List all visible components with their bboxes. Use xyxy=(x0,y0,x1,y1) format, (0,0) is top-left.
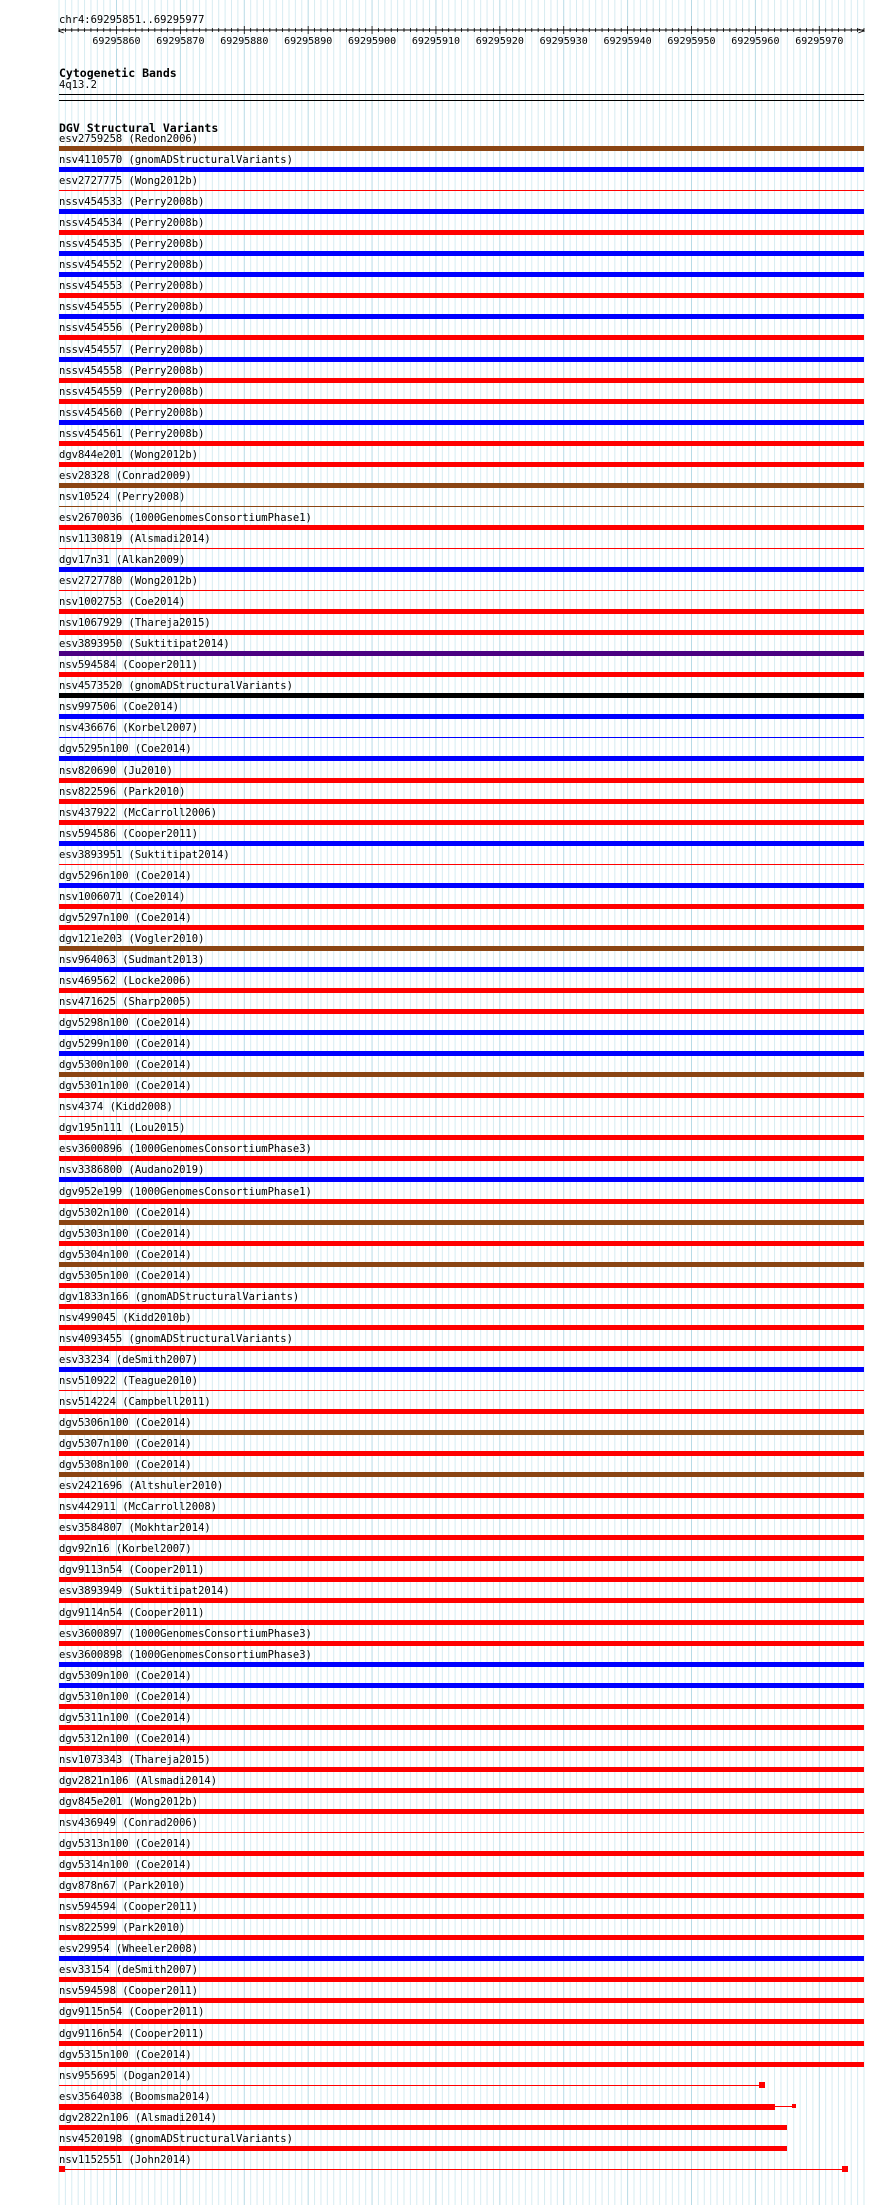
track-label[interactable]: nssv454533 (Perry2008b) xyxy=(59,196,205,209)
track-label[interactable]: dgv9113n54 (Cooper2011) xyxy=(59,1564,205,1577)
dgv-track-title: DGV Structural Variants xyxy=(59,121,219,135)
variant-bar[interactable] xyxy=(59,1493,864,1498)
track-label[interactable]: nsv1067929 (Thareja2015) xyxy=(59,617,211,630)
ruler-left-arrow: < xyxy=(58,26,65,37)
track-label[interactable]: dgv5299n100 (Coe2014) xyxy=(59,1038,192,1051)
track-label[interactable]: dgv844e201 (Wong2012b) xyxy=(59,448,199,461)
track-label[interactable]: nsv822599 (Park2010) xyxy=(59,1922,186,1935)
track-label[interactable]: nsv594594 (Cooper2011) xyxy=(59,1901,199,1914)
track-label[interactable]: nssv454559 (Perry2008b) xyxy=(59,385,205,398)
variant-bar-thin[interactable] xyxy=(59,1832,864,1833)
variant-bar[interactable] xyxy=(59,1872,864,1877)
variant-bar[interactable] xyxy=(59,2062,864,2067)
track-label[interactable]: nsv510922 (Teague2010) xyxy=(59,1374,199,1387)
variant-bar[interactable] xyxy=(59,1641,864,1646)
track-label[interactable]: esv3584807 (Mokhtar2014) xyxy=(59,1522,211,1535)
track-label[interactable]: esv2759258 (Redon2006) xyxy=(59,133,199,145)
variant-end-marker[interactable] xyxy=(842,2166,848,2172)
track-label[interactable]: esv3893950 (Suktitipat2014) xyxy=(59,638,230,651)
track-label[interactable]: esv3893951 (Suktitipat2014) xyxy=(59,848,230,861)
ruler-tick-label: 69295870 xyxy=(156,36,205,47)
track-label[interactable]: dgv9114n54 (Cooper2011) xyxy=(59,1606,205,1619)
variant-bar-thin[interactable] xyxy=(59,190,864,191)
variant-bar[interactable] xyxy=(59,841,864,846)
variant-bar[interactable] xyxy=(59,1156,864,1161)
ruler-tick-label: 69295890 xyxy=(284,36,333,47)
variant-bar[interactable] xyxy=(59,1914,864,1919)
track-label[interactable]: nsv514224 (Campbell2011) xyxy=(59,1396,211,1408)
variant-bar[interactable] xyxy=(59,230,864,235)
track-label[interactable]: nsv822596 (Park2010) xyxy=(59,785,186,798)
track-label[interactable]: esv3600897 (1000GenomesConsortiumPhase3) xyxy=(59,1627,312,1640)
track-label[interactable]: dgv1833n166 (gnomADStructuralVariants) xyxy=(59,1290,300,1303)
ruler-tick-label: 69295880 xyxy=(220,36,269,47)
ruler-tick-label: 69295930 xyxy=(539,36,588,47)
track-label[interactable]: dgv17n31 (Alkan2009) xyxy=(59,554,186,566)
track-label[interactable]: esv33154 (deSmith2007) xyxy=(59,1964,199,1977)
track-label[interactable]: dgv5309n100 (Coe2014) xyxy=(59,1669,192,1682)
track-label[interactable]: nssv454552 (Perry2008b) xyxy=(59,259,205,272)
track-label[interactable]: esv2727780 (Wong2012b) xyxy=(59,575,199,588)
variant-bar[interactable] xyxy=(59,1704,864,1709)
variant-bar[interactable] xyxy=(59,2019,864,2024)
track-label[interactable]: esv33234 (deSmith2007) xyxy=(59,1353,199,1366)
track-label[interactable]: nsv4110570 (gnomADStructuralVariants) xyxy=(59,154,293,167)
track-label[interactable]: esv3564038 (Boomsma2014) xyxy=(59,2090,211,2103)
track-label[interactable]: dgv2821n106 (Alsmadi2014) xyxy=(59,1774,218,1787)
track-label[interactable]: esv28328 (Conrad2009) xyxy=(59,469,192,482)
track-label[interactable]: dgv5301n100 (Coe2014) xyxy=(59,1080,192,1093)
track-label[interactable]: dgv5306n100 (Coe2014) xyxy=(59,1417,192,1430)
variant-bar-thin[interactable] xyxy=(59,737,864,738)
variant-bar[interactable] xyxy=(59,272,864,277)
track-label[interactable]: nsv10524 (Perry2008) xyxy=(59,490,186,503)
track-label[interactable]: nsv1006071 (Coe2014) xyxy=(59,890,186,903)
track-label[interactable]: dgv5296n100 (Coe2014) xyxy=(59,869,192,882)
track-label[interactable]: nssv454534 (Perry2008b) xyxy=(59,217,205,230)
track-label[interactable]: nsv1130819 (Alsmadi2014) xyxy=(59,532,211,545)
variant-bar[interactable] xyxy=(59,1199,864,1204)
variant-bar[interactable] xyxy=(59,672,864,677)
variant-bar[interactable] xyxy=(59,1746,864,1751)
ruler-tick-label: 69295950 xyxy=(667,36,716,47)
variant-bar[interactable] xyxy=(59,1535,864,1540)
variant-bar[interactable] xyxy=(59,2041,864,2046)
variant-bar[interactable] xyxy=(59,630,864,635)
track-label[interactable]: esv2727775 (Wong2012b) xyxy=(59,175,199,188)
variant-bar[interactable] xyxy=(59,1030,864,1035)
track-label[interactable]: dgv195n111 (Lou2015) xyxy=(59,1122,186,1135)
variant-bar[interactable] xyxy=(59,1472,864,1477)
track-label[interactable]: nsv594586 (Cooper2011) xyxy=(59,827,199,840)
track-label[interactable]: dgv952e199 (1000GenomesConsortiumPhase1) xyxy=(59,1185,312,1198)
variant-bar[interactable] xyxy=(59,1956,864,1961)
track-label[interactable]: nsv469562 (Locke2006) xyxy=(59,975,192,987)
track-label[interactable]: dgv9116n54 (Cooper2011) xyxy=(59,2027,205,2040)
ruler-tick-label: 69295860 xyxy=(92,36,141,47)
track-label[interactable]: dgv845e201 (Wong2012b) xyxy=(59,1795,199,1808)
variant-bar[interactable] xyxy=(59,799,864,804)
variant-bar[interactable] xyxy=(59,756,864,761)
track-label[interactable]: nsv3386800 (Audano2019) xyxy=(59,1164,205,1177)
track-label[interactable]: dgv5311n100 (Coe2014) xyxy=(59,1711,192,1724)
variant-bar-thin[interactable] xyxy=(59,590,864,591)
variant-bar[interactable] xyxy=(59,1935,864,1940)
variant-bar[interactable] xyxy=(59,357,864,362)
track-label[interactable]: nssv454556 (Perry2008b) xyxy=(59,322,205,335)
track-label[interactable]: nsv4520198 (gnomADStructuralVariants) xyxy=(59,2132,293,2145)
track-label[interactable]: nssv454561 (Perry2008b) xyxy=(59,427,205,440)
track-label[interactable]: nsv437922 (McCarroll2006) xyxy=(59,806,218,819)
variant-bar[interactable] xyxy=(59,946,864,951)
variant-bar[interactable] xyxy=(59,1998,864,2003)
track-label[interactable]: nsv594598 (Cooper2011) xyxy=(59,1985,199,1998)
track-label[interactable]: dgv5298n100 (Coe2014) xyxy=(59,1017,192,1030)
variant-bar[interactable] xyxy=(59,820,864,825)
track-label[interactable]: nsv4093455 (gnomADStructuralVariants) xyxy=(59,1332,293,1345)
variant-bar[interactable] xyxy=(59,462,864,467)
variant-bar[interactable] xyxy=(59,1577,864,1582)
track-label[interactable]: nssv454535 (Perry2008b) xyxy=(59,238,205,251)
variant-bar[interactable] xyxy=(59,1683,864,1688)
track-label[interactable]: dgv92n16 (Korbel2007) xyxy=(59,1543,192,1556)
variant-bar[interactable] xyxy=(59,483,864,488)
track-label[interactable]: dgv5295n100 (Coe2014) xyxy=(59,743,192,756)
track-label[interactable]: dgv5307n100 (Coe2014) xyxy=(59,1438,192,1451)
track-label[interactable]: nsv594584 (Cooper2011) xyxy=(59,659,199,672)
variant-bar[interactable] xyxy=(59,904,864,909)
variant-bar[interactable] xyxy=(59,925,864,930)
variant-bar[interactable] xyxy=(59,1241,864,1246)
variant-bar[interactable] xyxy=(59,1767,864,1772)
variant-bar[interactable] xyxy=(59,2104,775,2110)
track-label[interactable]: dgv878n67 (Park2010) xyxy=(59,1880,186,1893)
variant-bar[interactable] xyxy=(59,293,864,298)
track-label[interactable]: dgv5315n100 (Coe2014) xyxy=(59,2048,192,2061)
track-label[interactable]: nsv471625 (Sharp2005) xyxy=(59,996,192,1009)
track-label[interactable]: nssv454558 (Perry2008b) xyxy=(59,364,205,377)
track-label[interactable]: dgv5313n100 (Coe2014) xyxy=(59,1838,192,1851)
variant-end-marker[interactable] xyxy=(792,2104,796,2108)
track-label[interactable]: dgv2822n106 (Alsmadi2014) xyxy=(59,2111,218,2124)
track-label[interactable]: nsv1002753 (Coe2014) xyxy=(59,596,186,609)
variant-bar[interactable] xyxy=(59,314,864,319)
track-label[interactable]: nssv454560 (Perry2008b) xyxy=(59,406,205,419)
track-label[interactable]: nsv442911 (McCarroll2008) xyxy=(59,1501,218,1514)
variant-bar[interactable] xyxy=(59,1051,864,1056)
ruler-right-arrow: > xyxy=(858,26,865,37)
track-label[interactable]: esv2670036 (1000GenomesConsortiumPhase1) xyxy=(59,511,312,524)
ruler-tick-label: 69295940 xyxy=(603,36,652,47)
variant-bar[interactable] xyxy=(59,1788,864,1793)
track-label[interactable]: nsv436949 (Conrad2006) xyxy=(59,1817,199,1829)
track-label[interactable]: esv3893949 (Suktitipat2014) xyxy=(59,1585,230,1598)
track-label[interactable]: dgv5303n100 (Coe2014) xyxy=(59,1227,192,1240)
ruler-tick-label: 69295900 xyxy=(347,36,397,47)
variant-bar[interactable] xyxy=(59,335,864,340)
variant-bar[interactable] xyxy=(59,1177,864,1182)
variant-bar[interactable] xyxy=(59,399,864,404)
variant-bar[interactable] xyxy=(59,1451,864,1456)
variant-bar[interactable] xyxy=(59,1851,864,1856)
variant-bar[interactable] xyxy=(59,1893,864,1898)
variant-bar[interactable] xyxy=(59,1220,864,1225)
track-label[interactable]: nsv997506 (Coe2014) xyxy=(59,701,180,714)
variant-bar[interactable] xyxy=(59,1662,864,1667)
variant-bar[interactable] xyxy=(59,1409,864,1414)
variant-bar[interactable] xyxy=(59,146,864,151)
track-label[interactable]: esv29954 (Wheeler2008) xyxy=(59,1943,199,1956)
variant-bar-thin[interactable] xyxy=(59,548,864,549)
variant-bar[interactable] xyxy=(59,609,864,614)
variant-bar[interactable] xyxy=(59,1620,864,1625)
track-label[interactable]: dgv5308n100 (Coe2014) xyxy=(59,1459,192,1472)
track-label[interactable]: nsv4374 (Kidd2008) xyxy=(59,1101,173,1114)
track-label[interactable]: nssv454555 (Perry2008b) xyxy=(59,301,205,314)
variant-bar[interactable] xyxy=(59,1325,864,1330)
variant-bar[interactable] xyxy=(59,167,864,172)
variant-bar[interactable] xyxy=(59,1072,864,1077)
variant-bar[interactable] xyxy=(59,251,864,256)
track-label[interactable]: nsv4573520 (gnomADStructuralVariants) xyxy=(59,680,293,693)
track-label[interactable]: nssv454557 (Perry2008b) xyxy=(59,343,205,356)
variant-bar[interactable] xyxy=(59,1009,864,1014)
variant-bar-thin[interactable] xyxy=(59,2085,762,2086)
track-label[interactable]: esv3600898 (1000GenomesConsortiumPhase3) xyxy=(59,1648,312,1661)
variant-bar[interactable] xyxy=(59,693,864,698)
variant-bar[interactable] xyxy=(59,883,864,888)
track-label[interactable]: nsv436676 (Korbel2007) xyxy=(59,722,199,735)
variant-bar-thin[interactable] xyxy=(59,1116,864,1117)
variant-bar[interactable] xyxy=(59,1556,864,1561)
variant-bar[interactable] xyxy=(59,1809,864,1814)
track-label[interactable]: dgv5302n100 (Coe2014) xyxy=(59,1206,192,1219)
track-label[interactable]: dgv5312n100 (Coe2014) xyxy=(59,1732,192,1745)
ruler-tick-label: 69295970 xyxy=(795,36,844,47)
variant-bar[interactable] xyxy=(59,1093,864,1098)
track-label[interactable]: nsv964063 (Sudmant2013) xyxy=(59,953,205,966)
cytoband-value: 4q13.2 xyxy=(59,79,97,91)
track-label[interactable]: dgv9115n54 (Cooper2011) xyxy=(59,2006,205,2019)
track-label[interactable]: dgv5304n100 (Coe2014) xyxy=(59,1248,192,1261)
variant-bar[interactable] xyxy=(59,1346,864,1351)
track-label[interactable]: dgv121e203 (Vogler2010) xyxy=(59,932,205,945)
variant-bar[interactable] xyxy=(59,378,864,383)
track-label[interactable]: nsv499045 (Kidd2010b) xyxy=(59,1311,192,1324)
variant-bar[interactable] xyxy=(59,714,864,719)
track-label[interactable]: dgv5297n100 (Coe2014) xyxy=(59,911,192,924)
track-label[interactable]: nsv1073343 (Thareja2015) xyxy=(59,1753,211,1766)
variant-bar[interactable] xyxy=(59,651,864,656)
variant-bar[interactable] xyxy=(59,441,864,446)
track-label[interactable]: dgv5305n100 (Coe2014) xyxy=(59,1269,192,1282)
track-label[interactable]: esv3600896 (1000GenomesConsortiumPhase3) xyxy=(59,1143,312,1156)
variant-bar[interactable] xyxy=(59,209,864,214)
ruler-tick-label: 69295920 xyxy=(475,36,524,47)
variant-bar[interactable] xyxy=(59,525,864,530)
variant-bar[interactable] xyxy=(59,1262,864,1267)
variant-bar[interactable] xyxy=(59,778,864,783)
ruler-tick-label: 69295910 xyxy=(411,36,461,47)
variant-end-marker[interactable] xyxy=(759,2082,765,2088)
variant-bar[interactable] xyxy=(59,1283,864,1288)
track-label[interactable]: dgv5310n100 (Coe2014) xyxy=(59,1690,192,1703)
variant-bar[interactable] xyxy=(59,2125,787,2130)
track-label[interactable]: dgv5314n100 (Coe2014) xyxy=(59,1859,192,1872)
variant-bar-thin[interactable] xyxy=(59,2169,845,2170)
variant-bar[interactable] xyxy=(59,1367,864,1372)
track-label[interactable]: nssv454553 (Perry2008b) xyxy=(59,280,205,293)
variant-bar[interactable] xyxy=(59,2146,787,2151)
track-label[interactable]: nsv1152551 (John2014) xyxy=(59,2153,192,2166)
variant-bar[interactable] xyxy=(59,1598,864,1603)
variant-bar[interactable] xyxy=(59,420,864,425)
variant-bar[interactable] xyxy=(59,988,864,993)
variant-bar[interactable] xyxy=(59,1430,864,1435)
ruler-tick-label: 69295960 xyxy=(731,36,780,47)
variant-bar-thin[interactable] xyxy=(59,506,864,507)
variant-bar[interactable] xyxy=(59,1725,864,1730)
variant-bar[interactable] xyxy=(59,1135,864,1140)
variant-bar[interactable] xyxy=(59,1514,864,1519)
track-label[interactable]: dgv5300n100 (Coe2014) xyxy=(59,1059,192,1072)
variant-start-marker[interactable] xyxy=(59,2166,65,2172)
location-label: chr4:69295851..69295977 xyxy=(59,14,205,26)
variant-bar[interactable] xyxy=(59,967,864,972)
variant-bar-thin[interactable] xyxy=(59,1390,864,1391)
variant-bar[interactable] xyxy=(59,1304,864,1309)
track-label[interactable]: nsv955695 (Dogan2014) xyxy=(59,2069,192,2082)
track-label[interactable]: esv2421696 (Altshuler2010) xyxy=(59,1480,224,1493)
variant-bar-thin[interactable] xyxy=(59,864,864,865)
variant-bar[interactable] xyxy=(59,567,864,572)
cytoband-title: Cytogenetic Bands xyxy=(59,66,177,80)
variant-bar[interactable] xyxy=(59,1977,864,1982)
track-label[interactable]: nsv820690 (Ju2010) xyxy=(59,764,173,777)
